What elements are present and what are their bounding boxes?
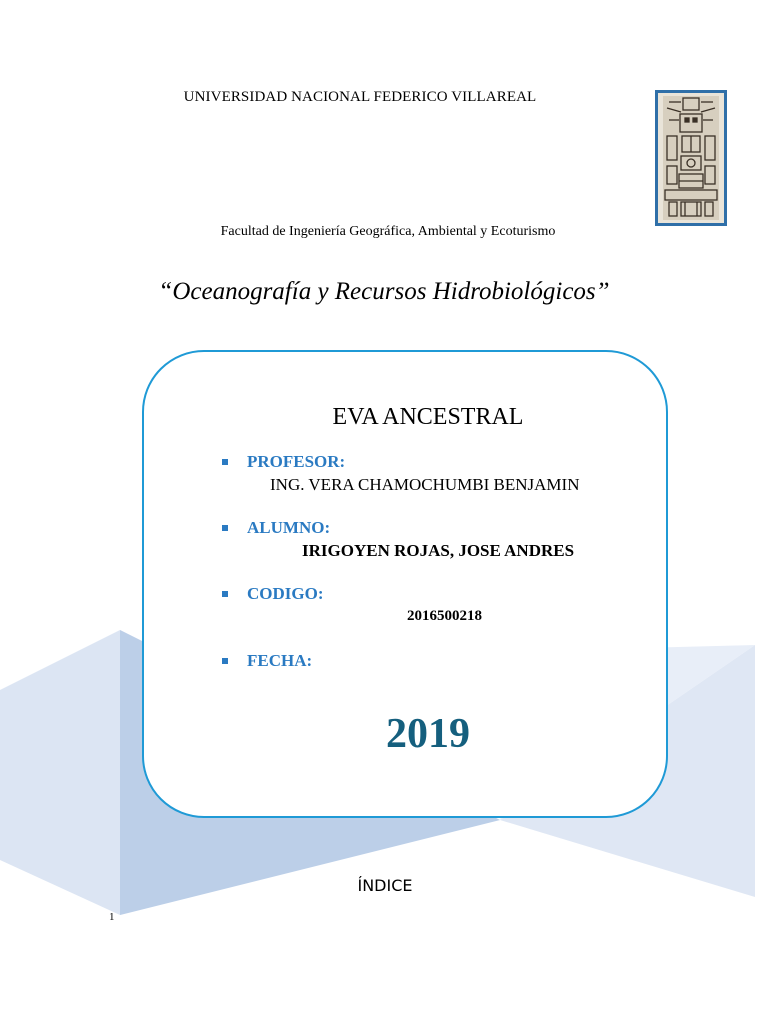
faculty-name: Facultad de Ingeniería Geográfica, Ambiental y Ecoturismo [220, 224, 556, 239]
field-fecha [222, 651, 312, 671]
university-name: UNIVERSIDAD NACIONAL FEDERICO VILLAREAL [183, 89, 537, 105]
field-label: FECHA: [247, 651, 313, 670]
field-label: ALUMNO: [247, 518, 331, 537]
page-number: 1 [109, 911, 115, 923]
bullet-square-icon [222, 525, 228, 531]
bullet-square-icon [222, 658, 228, 664]
index-heading: ÍNDICE [357, 876, 413, 895]
field-profesor [222, 452, 345, 472]
year: 2019 [386, 711, 470, 757]
course-title: “Oceanografía y Recursos Hidrobiológicos” [158, 278, 610, 305]
field-value-codigo: 2016500218 [407, 608, 482, 624]
field-label: PROFESOR: [247, 452, 346, 471]
bullet-square-icon [222, 459, 228, 465]
field-alumno [222, 518, 330, 538]
card-title: EVA ANCESTRAL [332, 404, 524, 430]
field-codigo [222, 584, 324, 604]
bullet-square-icon [222, 591, 228, 597]
field-value-profesor: ING. VERA CHAMOCHUMBI BENJAMIN [270, 475, 580, 494]
field-value-alumno: IRIGOYEN ROJAS, JOSE ANDRES [302, 541, 575, 560]
university-crest-icon [655, 90, 727, 226]
field-label: CODIGO: [247, 584, 324, 603]
